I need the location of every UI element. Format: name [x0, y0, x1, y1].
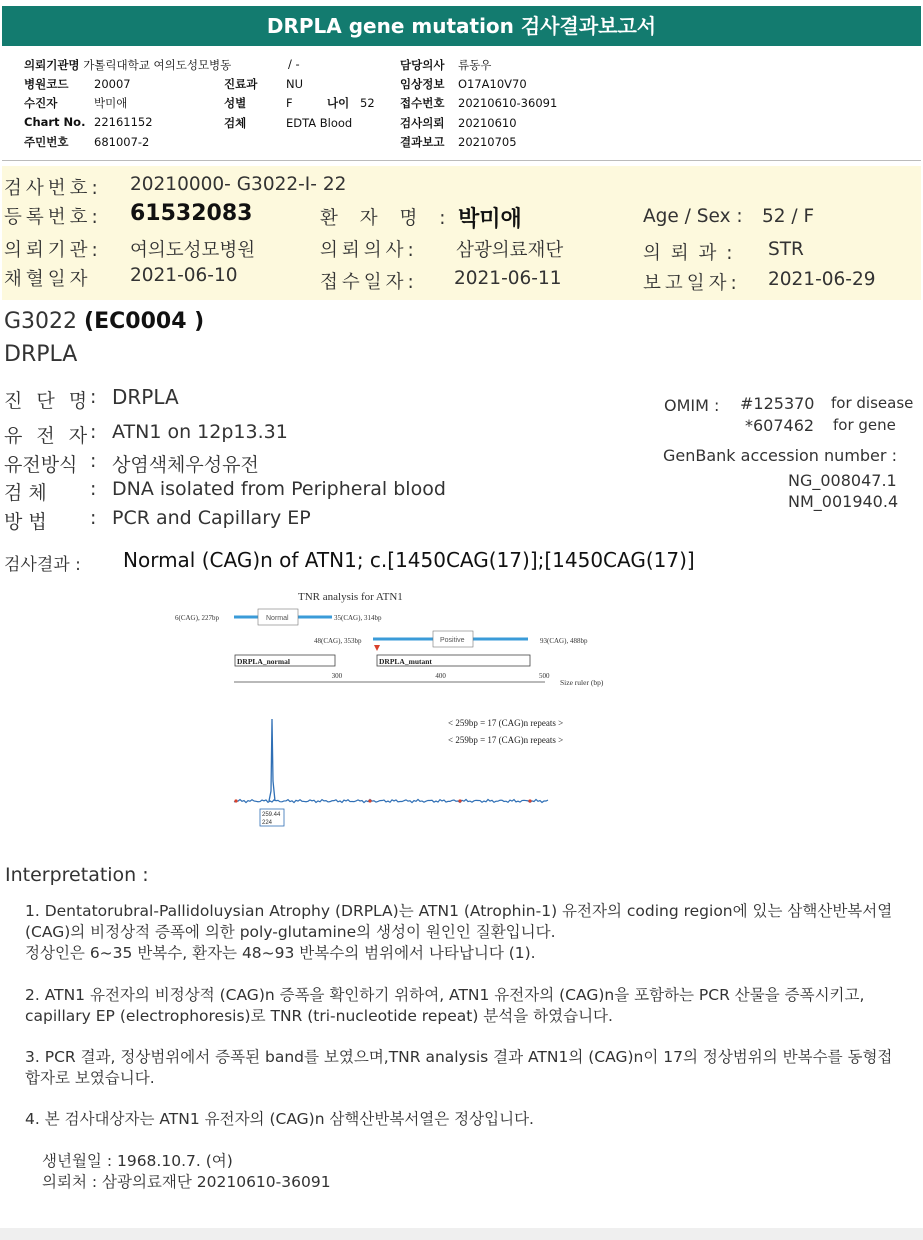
chart-title: TNR analysis for ATN1 — [298, 591, 403, 603]
inheritance-label: 유전방식 — [4, 454, 78, 476]
annotation-1: < 259bp = 17 (CAG)n repeats > — [448, 718, 564, 728]
test-code: G3022 (EC0004 ) — [4, 309, 205, 334]
positive-label: Positive — [440, 637, 465, 644]
header-col3-row2: 임상정보 O17A10V70 — [400, 77, 527, 91]
gene-value: ATN1 on 12p13.31 — [112, 421, 288, 443]
doctor-label: 의뢰의사: — [320, 240, 418, 261]
omim-disease-id: #125370 — [740, 394, 815, 413]
header-col2-row3: 성별 F — [224, 96, 293, 110]
genbank-nm: NM_001940.4 — [788, 492, 899, 511]
trace-baseline — [234, 799, 548, 802]
gene-label: 유 전 자 — [4, 425, 92, 447]
patient-name-label: 환 자 명 : — [320, 208, 454, 229]
omim-gene-id: *607462 — [745, 416, 815, 435]
institution-label: 의뢰기관: — [4, 240, 102, 261]
positive-left-label: 48(CAG), 353bp — [314, 637, 362, 645]
header-col2-row2: 진료과 NU — [224, 77, 304, 91]
result-value: Normal (CAG)n of ATN1; c.[1450CAG(17)];[1450CAG(17)] — [123, 548, 695, 572]
ruler-tick-label: 400 — [435, 672, 446, 680]
positive-right-label: 93(CAG), 488bp — [540, 637, 588, 645]
header-col1-row2: 병원코드 20007 — [24, 77, 131, 91]
ruler-tick-label: 300 — [331, 672, 343, 680]
specimen-value: DNA isolated from Peripheral blood — [112, 478, 446, 500]
receipt-date-label: 접수일자: — [320, 272, 418, 293]
header-col3-row1: 담당의사 류동우 — [400, 58, 492, 72]
header-age: 나이 52 — [327, 96, 375, 110]
omim-gene-note: for gene — [833, 416, 896, 434]
test-name: DRPLA — [4, 342, 78, 367]
test-no-label: 검사번호: — [4, 178, 102, 199]
patient-name-value: 박미애 — [458, 207, 522, 232]
trace-peak — [269, 719, 275, 801]
dept-value: STR — [768, 239, 804, 260]
genbank-label: GenBank accession number : — [663, 446, 897, 465]
ruler-label: Size ruler (bp) — [560, 678, 604, 687]
birth-date: 생년월일 : 1968.10.7. (여) — [42, 1152, 233, 1170]
header-col1-row4: Chart No. 22161152 — [24, 115, 153, 129]
size-standard-marker — [234, 799, 237, 802]
dept-label: 의 뢰 과 : — [643, 243, 735, 264]
diagnosis-colon: : — [90, 386, 97, 408]
interpretation-p3: 3. PCR 결과, 정상범위에서 증폭된 band를 보였으며,TNR analysis 결과 ATN1의 (CAG)n이 17의 정상범위의 반복수를 동형접합자로 보였습니다. — [25, 1048, 893, 1087]
method-label: 방 법 — [4, 511, 47, 533]
header-col1-row3: 수진자 박미애 — [24, 96, 128, 110]
size-standard-marker — [528, 799, 531, 802]
genbank-ng: NG_008047.1 — [788, 471, 897, 490]
bin-normal-label: DRPLA_normal — [237, 657, 290, 666]
test-no-value: 20210000- G3022-I- 22 — [130, 174, 347, 195]
size-standard-marker — [368, 799, 371, 802]
electropherogram — [234, 719, 548, 803]
age-sex-label: Age / Sex : — [643, 206, 743, 227]
gene-colon: : — [90, 421, 97, 443]
method-value: PCR and Capillary EP — [112, 507, 311, 529]
omim-label: OMIM : — [664, 396, 720, 415]
bin-mutant-label: DRPLA_mutant — [379, 657, 432, 666]
reg-no-value: 61532083 — [130, 201, 253, 226]
omim-disease-note: for disease — [831, 394, 914, 412]
diagnosis-label: 진 단 명 — [4, 390, 92, 412]
page-footer-strip — [0, 1228, 923, 1240]
specimen-label: 검 체 — [4, 482, 47, 504]
referrer: 의뢰처 : 삼광의료재단 20210610-36091 — [42, 1173, 331, 1191]
interpretation-p1: 1. Dentatorubral-Pallidoluysian Atrophy (DRPLA)는 ATN1 (Atrophin-1) 유전자의 coding region에 있는 삼핵산반복서열 (CAG)의 비정상적 증폭에 의한 poly-glutamine의 생성이 원인인 질환입니다. 정상인은 6~35 반복수, 환자는 48~93 반복수의 범위에서 나타납니다 (1). — [25, 902, 893, 962]
header-col2-row4: 검체 EDTA Blood — [224, 116, 353, 130]
normal-label: Normal — [266, 615, 289, 622]
peak-label-size: 259.44 — [262, 812, 281, 818]
header-col3-row5: 결과보고 20210705 — [400, 135, 517, 149]
institution-value: 여의도성모병원 — [130, 240, 256, 261]
draw-date-label: 채혈일자 — [4, 269, 92, 290]
specimen-colon: : — [90, 478, 97, 500]
peak-label-height: 224 — [262, 820, 273, 826]
interpretation-p4: 4. 본 검사대상자는 ATN1 유전자의 (CAG)n 삼핵산반복서열은 정상입니다. — [25, 1110, 534, 1128]
interpretation-title: Interpretation : — [5, 864, 149, 886]
report-date-value: 2021-06-29 — [768, 269, 876, 290]
ruler-tick-label: 500 — [539, 672, 550, 680]
header-col2-row1: / - — [288, 57, 300, 71]
annotation-2: < 259bp = 17 (CAG)n repeats > — [448, 735, 564, 745]
diagnosis-value: DRPLA — [112, 385, 179, 409]
normal-left-label: 6(CAG), 227bp — [175, 614, 219, 622]
age-sex-value: 52 / F — [762, 206, 815, 227]
size-standard-marker — [458, 799, 461, 802]
inheritance-value: 상염색체우성유전 — [112, 454, 259, 476]
inheritance-colon: : — [90, 450, 97, 472]
header-col3-row4: 검사의뢰 20210610 — [400, 116, 517, 130]
header-col1-row1: 의뢰기관명 가톨릭대학교 여의도성모병동 — [24, 58, 232, 72]
size-ruler — [234, 672, 550, 682]
method-colon: : — [90, 507, 97, 529]
draw-date-value: 2021-06-10 — [130, 265, 238, 286]
report-title: DRPLA gene mutation 검사결과보고서 — [2, 6, 921, 46]
result-label: 검사결과 : — [4, 555, 81, 575]
positive-marker — [374, 645, 380, 651]
doctor-value: 삼광의료재단 — [456, 240, 564, 261]
tnr-chart — [160, 585, 630, 830]
interpretation-p2: 2. ATN1 유전자의 비정상적 (CAG)n 증폭을 확인하기 위하여, ATN1 유전자의 (CAG)n을 포함하는 PCR 산물을 증폭시키고, capillary EP (electrophoresis)로 TNR (tri-nucleotide repeat) 분석을 하였습니다. — [25, 986, 865, 1025]
header-col3-row3: 접수번호 20210610-36091 — [400, 96, 558, 110]
report-date-label: 보고일자: — [643, 273, 741, 294]
normal-right-label: 35(CAG), 314bp — [334, 614, 382, 622]
header-divider — [2, 160, 921, 161]
receipt-date-value: 2021-06-11 — [454, 268, 562, 289]
header-col1-row5: 주민번호 681007-2 — [24, 135, 150, 149]
reg-no-label: 등록번호: — [4, 207, 102, 228]
